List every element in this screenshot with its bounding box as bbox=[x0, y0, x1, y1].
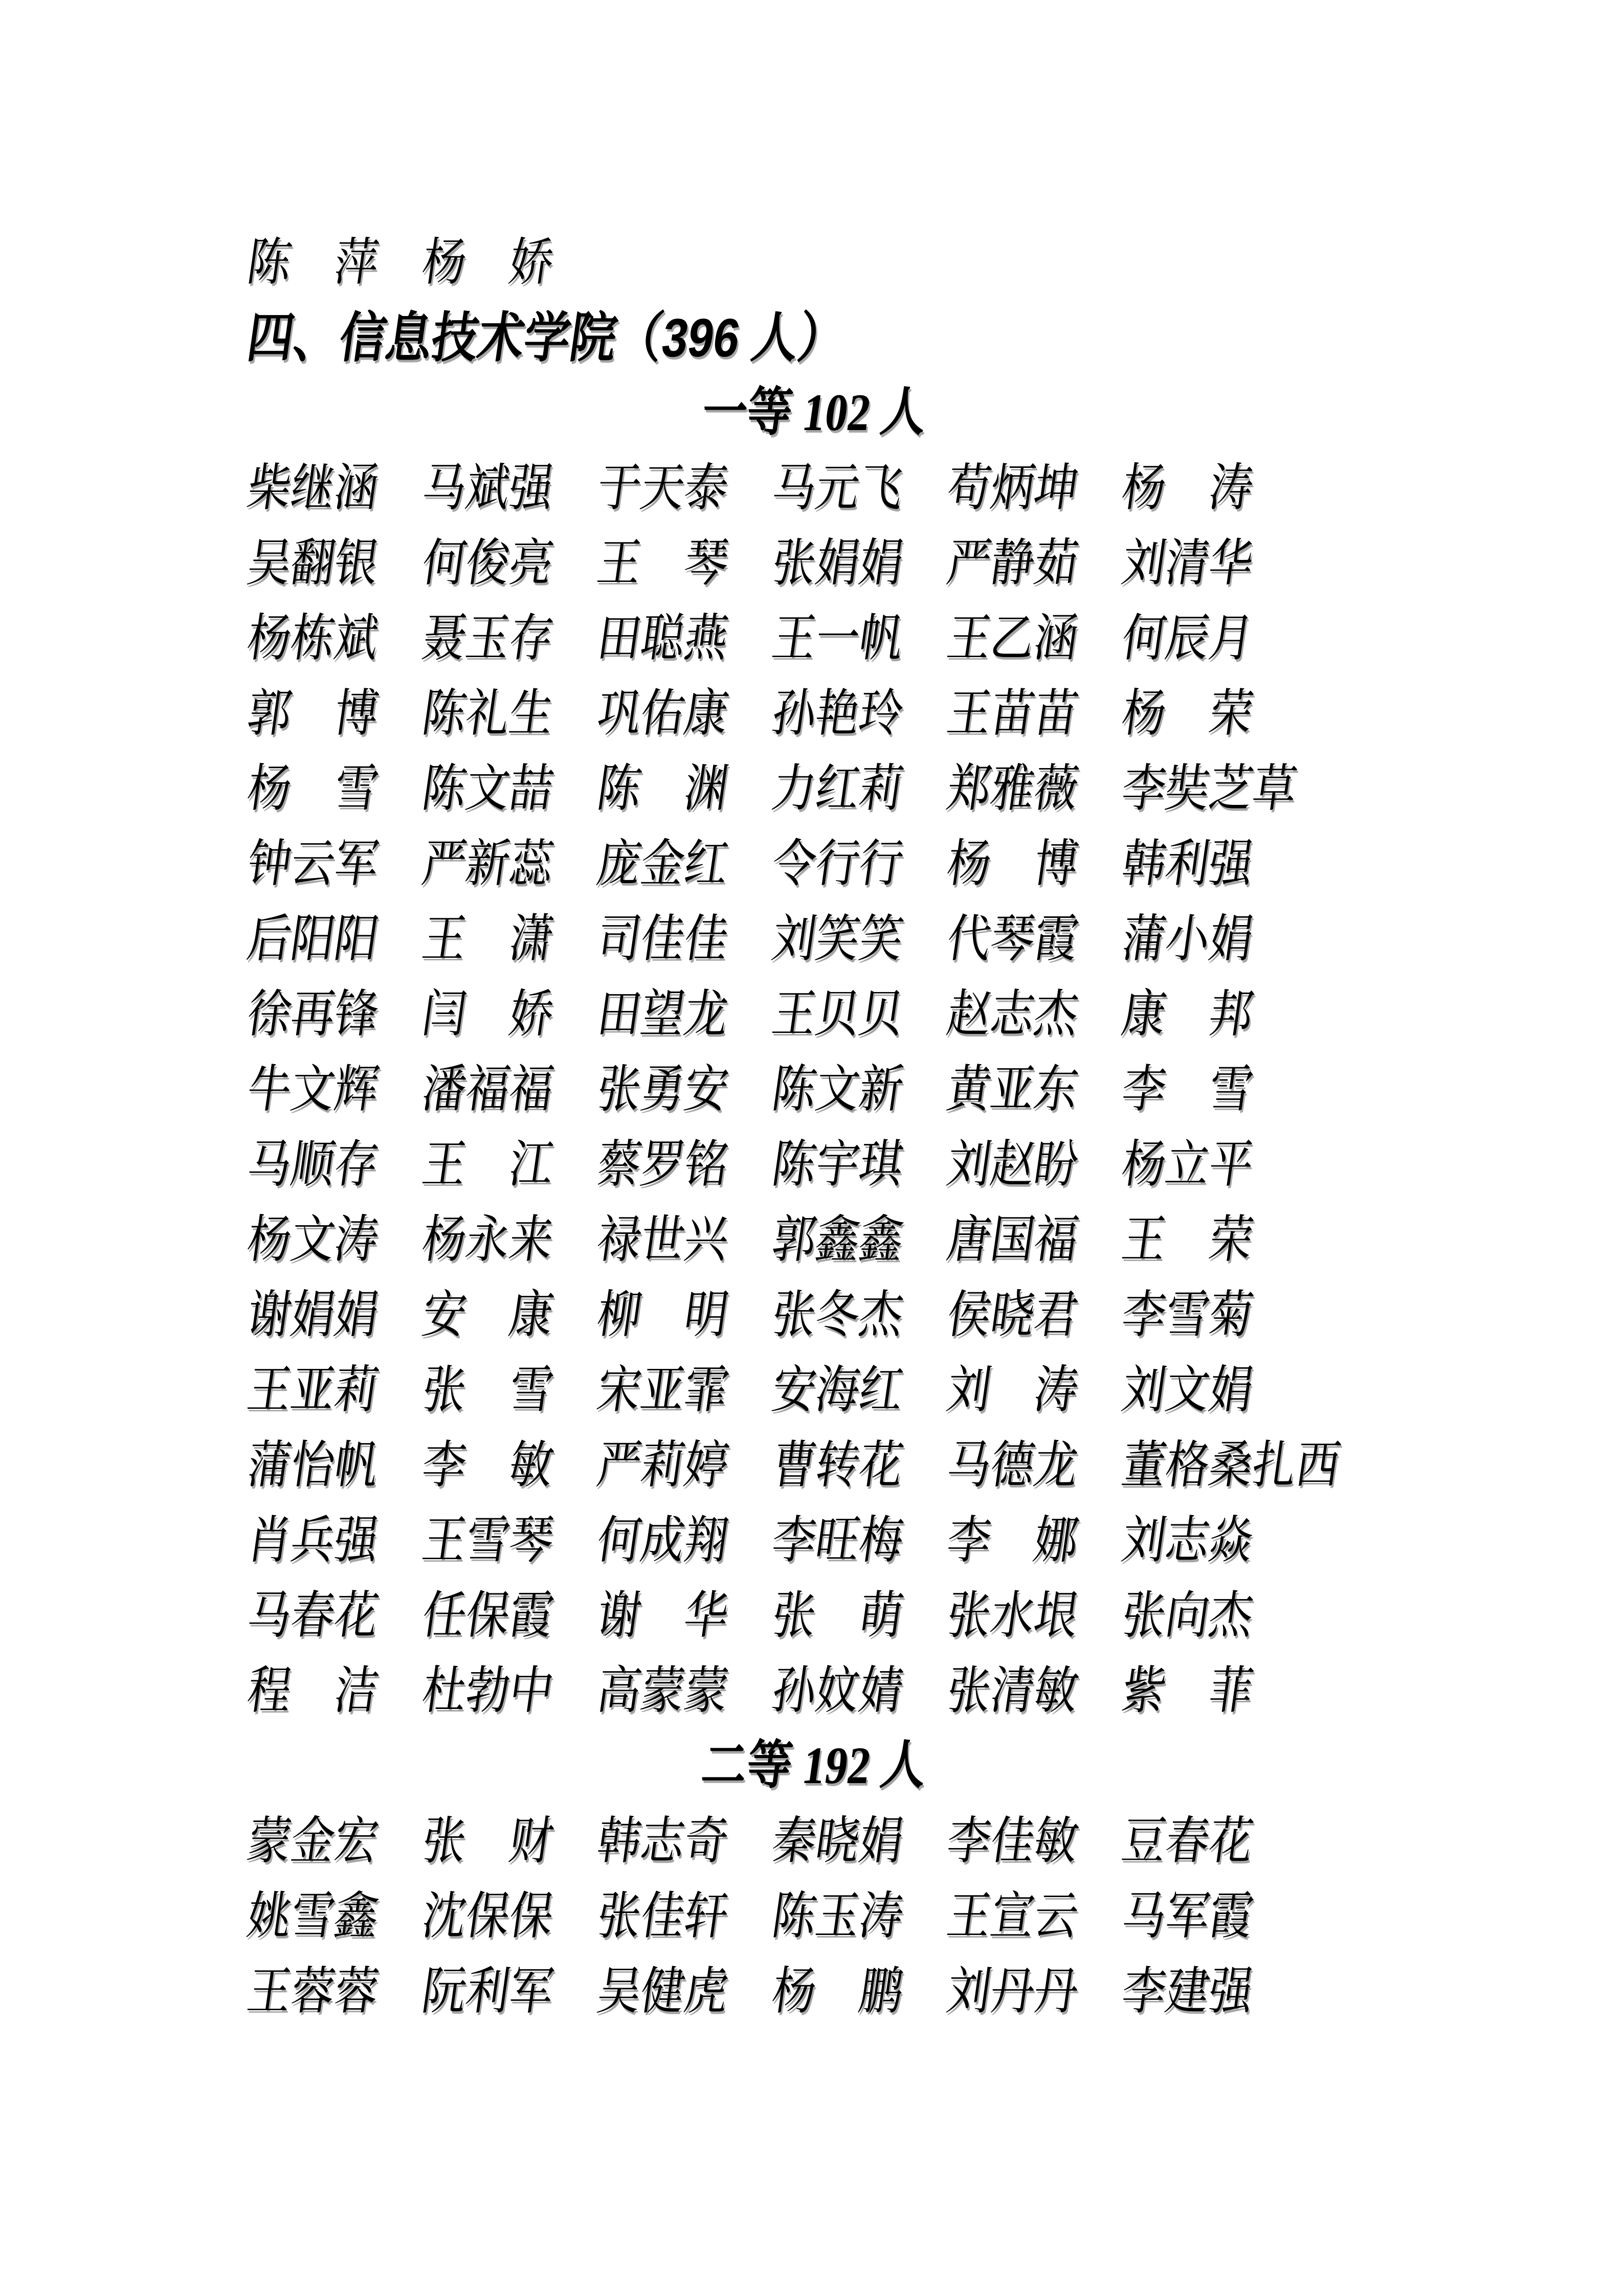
name-cell: 陈礼生 bbox=[418, 685, 558, 742]
name-cell: 王乙涵 bbox=[943, 610, 1082, 667]
name-char: 李 bbox=[1118, 1061, 1170, 1118]
name-cell: 刘赵盼 bbox=[943, 1136, 1082, 1193]
name-cell: 刘笑笑 bbox=[768, 910, 907, 967]
name-row bbox=[243, 1277, 1624, 1353]
name-cell: 陈玉涛 bbox=[768, 1887, 907, 1945]
name-row bbox=[243, 601, 1624, 676]
name-row bbox=[243, 826, 1624, 902]
name-cell bbox=[418, 1286, 558, 1343]
name-cell: 董格桑扎西 bbox=[1118, 1436, 1344, 1494]
name-cell bbox=[943, 835, 1082, 892]
name-cell bbox=[418, 1436, 558, 1494]
name-row bbox=[243, 451, 1624, 526]
name-char: 鹏 bbox=[855, 1963, 907, 2020]
name-char: 安 bbox=[418, 1286, 471, 1343]
name-char: 明 bbox=[680, 1286, 732, 1343]
name-char: 洁 bbox=[330, 1662, 383, 1719]
name-cell: 杨栋斌 bbox=[243, 610, 383, 667]
name-cell: 孙妏婧 bbox=[768, 1662, 907, 1719]
name-cell bbox=[243, 1662, 383, 1719]
name-row bbox=[243, 1353, 1624, 1428]
name-cell: 马斌强 bbox=[418, 459, 558, 516]
name-cell bbox=[1118, 685, 1257, 742]
name-cell: 张勇安 bbox=[593, 1061, 732, 1118]
continuation-row bbox=[243, 225, 1624, 300]
name-char: 娇 bbox=[505, 985, 558, 1043]
name-cell: 宋亚霏 bbox=[593, 1361, 732, 1419]
name-char: 谢 bbox=[593, 1587, 646, 1644]
award-sections bbox=[243, 375, 1624, 2029]
name-char: 雪 bbox=[330, 760, 383, 817]
name-char: 荣 bbox=[1205, 1211, 1257, 1268]
name-cell: 陈宇琪 bbox=[768, 1136, 907, 1193]
name-char: 邦 bbox=[1205, 985, 1257, 1043]
name-cell: 杨立平 bbox=[1118, 1136, 1257, 1193]
college-heading: 四、信息技术学院（396 人） bbox=[243, 307, 849, 368]
name-cell: 沈保保 bbox=[418, 1887, 558, 1945]
name-cell bbox=[593, 1286, 732, 1343]
name-cell: 后阳阳 bbox=[243, 910, 383, 967]
name-char: 财 bbox=[505, 1812, 558, 1870]
name-cell: 秦晓娟 bbox=[768, 1812, 907, 1870]
name-cell: 张向杰 bbox=[1118, 1587, 1257, 1644]
name-cell: 牛文辉 bbox=[243, 1061, 383, 1118]
name-cell: 巩佑康 bbox=[593, 685, 732, 742]
name-row bbox=[243, 1879, 1624, 1954]
name-char: 张 bbox=[418, 1361, 471, 1419]
name-cell: 唐国福 bbox=[943, 1211, 1082, 1268]
name-cell bbox=[593, 1587, 732, 1644]
name-char: 郭 bbox=[243, 685, 296, 742]
name-cell: 蔡罗铭 bbox=[593, 1136, 732, 1193]
name-cell: 潘福福 bbox=[418, 1061, 558, 1118]
name-cell: 陈文新 bbox=[768, 1061, 907, 1118]
name-row bbox=[243, 1202, 1624, 1277]
name-cell bbox=[1118, 1662, 1257, 1719]
name-cell: 蒲怡帆 bbox=[243, 1436, 383, 1494]
name-cell: 张佳轩 bbox=[593, 1887, 732, 1945]
name-cell bbox=[943, 1512, 1082, 1569]
name-cell: 田聪燕 bbox=[593, 610, 732, 667]
name-cell: 陈文喆 bbox=[418, 760, 558, 817]
name-char: 博 bbox=[1030, 835, 1082, 892]
name-char: 康 bbox=[505, 1286, 558, 1343]
name-cell bbox=[418, 1812, 558, 1870]
name-char: 王 bbox=[418, 910, 471, 967]
name-cell: 徐再锋 bbox=[243, 985, 383, 1043]
name-char: 潇 bbox=[505, 910, 558, 967]
name-cell: 何成翔 bbox=[593, 1512, 732, 1569]
name-char: 杨 bbox=[1118, 685, 1170, 742]
name-cell: 蒲小娟 bbox=[1118, 910, 1257, 967]
name-char: 王 bbox=[1118, 1211, 1170, 1268]
name-cell: 严新蕊 bbox=[418, 835, 558, 892]
name-cell: 郭鑫鑫 bbox=[768, 1211, 907, 1268]
name-cell: 孙艳玲 bbox=[768, 685, 907, 742]
name-cell: 王贝贝 bbox=[768, 985, 907, 1043]
name-char: 康 bbox=[1118, 985, 1170, 1043]
name-cell bbox=[943, 1361, 1082, 1419]
name-cell: 张娟娟 bbox=[768, 534, 907, 592]
name-char: 萍 bbox=[330, 234, 383, 291]
name-char: 张 bbox=[418, 1812, 471, 1870]
name-char: 博 bbox=[330, 685, 383, 742]
name-cell bbox=[768, 1963, 907, 2020]
name-cell bbox=[1118, 1061, 1257, 1118]
name-row bbox=[243, 902, 1624, 977]
name-char: 江 bbox=[505, 1136, 558, 1193]
name-char: 雪 bbox=[505, 1361, 558, 1419]
name-cell: 张水垠 bbox=[943, 1587, 1082, 1644]
name-char: 王 bbox=[593, 534, 646, 592]
name-row bbox=[243, 1804, 1624, 1879]
name-cell bbox=[1118, 1211, 1257, 1268]
name-cell: 姚雪鑫 bbox=[243, 1887, 383, 1945]
name-cell: 韩利强 bbox=[1118, 835, 1257, 892]
name-cell bbox=[418, 910, 558, 967]
name-cell: 杜勃中 bbox=[418, 1662, 558, 1719]
name-char: 杨 bbox=[418, 234, 471, 291]
name-cell: 李建强 bbox=[1118, 1963, 1257, 2020]
name-row bbox=[243, 1428, 1624, 1503]
name-cell bbox=[593, 534, 732, 592]
name-char: 杨 bbox=[943, 835, 995, 892]
name-char: 张 bbox=[768, 1587, 820, 1644]
section-title-line bbox=[0, 375, 1624, 451]
name-char: 敏 bbox=[505, 1436, 558, 1494]
name-cell: 李奘芝草 bbox=[1118, 760, 1301, 817]
name-cell: 韩志奇 bbox=[593, 1812, 732, 1870]
name-row bbox=[243, 676, 1624, 751]
name-cell bbox=[243, 685, 383, 742]
name-cell: 肖兵强 bbox=[243, 1512, 383, 1569]
name-cell: 刘丹丹 bbox=[943, 1963, 1082, 2020]
name-cell bbox=[418, 1136, 558, 1193]
name-char: 荣 bbox=[1205, 685, 1257, 742]
name-cell: 李旺梅 bbox=[768, 1512, 907, 1569]
name-cell: 王苗苗 bbox=[943, 685, 1082, 742]
name-cell: 杨永来 bbox=[418, 1211, 558, 1268]
name-char: 王 bbox=[418, 1136, 471, 1193]
name-cell: 刘志焱 bbox=[1118, 1512, 1257, 1569]
name-char: 柳 bbox=[593, 1286, 646, 1343]
name-cell: 王亚莉 bbox=[243, 1361, 383, 1419]
name-cell: 禄世兴 bbox=[593, 1211, 732, 1268]
name-cell bbox=[1118, 985, 1257, 1043]
name-char: 李 bbox=[418, 1436, 471, 1494]
name-cell: 郑雅薇 bbox=[943, 760, 1082, 817]
name-cell bbox=[243, 760, 383, 817]
name-cell: 侯晓君 bbox=[943, 1286, 1082, 1343]
name-row bbox=[243, 1578, 1624, 1653]
name-char: 闫 bbox=[418, 985, 471, 1043]
section-title: 一等 102 人 bbox=[698, 384, 930, 442]
name-cell: 苟炳坤 bbox=[943, 459, 1082, 516]
name-cell: 令行行 bbox=[768, 835, 907, 892]
name-cell bbox=[418, 234, 558, 291]
name-cell: 何辰月 bbox=[1118, 610, 1257, 667]
name-cell: 阮利军 bbox=[418, 1963, 558, 2020]
name-row bbox=[243, 1503, 1624, 1578]
name-cell: 代琴霞 bbox=[943, 910, 1082, 967]
name-char: 杨 bbox=[243, 760, 296, 817]
name-cell: 张清敏 bbox=[943, 1662, 1082, 1719]
name-cell bbox=[418, 985, 558, 1043]
name-char: 李 bbox=[943, 1512, 995, 1569]
name-cell: 豆春花 bbox=[1118, 1812, 1257, 1870]
name-cell: 严莉婷 bbox=[593, 1436, 732, 1494]
name-row bbox=[243, 751, 1624, 826]
name-char: 菲 bbox=[1205, 1662, 1257, 1719]
name-cell: 李雪菊 bbox=[1118, 1286, 1257, 1343]
name-row bbox=[243, 1052, 1624, 1127]
name-char: 渊 bbox=[680, 760, 732, 817]
name-char: 雪 bbox=[1205, 1061, 1257, 1118]
name-char: 紫 bbox=[1118, 1662, 1170, 1719]
name-char: 涛 bbox=[1030, 1361, 1082, 1419]
name-char: 杨 bbox=[1118, 459, 1170, 516]
name-cell: 于天泰 bbox=[593, 459, 732, 516]
section-title: 二等 192 人 bbox=[698, 1737, 930, 1795]
name-cell: 何俊亮 bbox=[418, 534, 558, 592]
name-cell bbox=[1118, 459, 1257, 516]
name-char: 华 bbox=[680, 1587, 732, 1644]
name-row bbox=[243, 526, 1624, 601]
name-cell: 刘文娟 bbox=[1118, 1361, 1257, 1419]
name-cell: 杨文涛 bbox=[243, 1211, 383, 1268]
name-cell: 王宣云 bbox=[943, 1887, 1082, 1945]
name-cell bbox=[418, 1361, 558, 1419]
name-cell: 钟云军 bbox=[243, 835, 383, 892]
name-char: 杨 bbox=[768, 1963, 820, 2020]
name-cell bbox=[243, 234, 383, 291]
name-cell: 李佳敏 bbox=[943, 1812, 1082, 1870]
name-row bbox=[243, 977, 1624, 1052]
name-row bbox=[243, 1653, 1624, 1728]
name-cell: 司佳佳 bbox=[593, 910, 732, 967]
name-cell: 赵志杰 bbox=[943, 985, 1082, 1043]
name-char: 娜 bbox=[1030, 1512, 1082, 1569]
name-cell: 任保霞 bbox=[418, 1587, 558, 1644]
name-cell: 马德龙 bbox=[943, 1436, 1082, 1494]
name-cell: 庞金红 bbox=[593, 835, 732, 892]
name-char: 程 bbox=[243, 1662, 296, 1719]
name-char: 娇 bbox=[505, 234, 558, 291]
name-cell: 王雪琴 bbox=[418, 1512, 558, 1569]
name-cell: 曹转花 bbox=[768, 1436, 907, 1494]
name-cell: 高蒙蒙 bbox=[593, 1662, 732, 1719]
name-cell: 蒙金宏 bbox=[243, 1812, 383, 1870]
name-char: 涛 bbox=[1205, 459, 1257, 516]
name-cell: 谢娟娟 bbox=[243, 1286, 383, 1343]
name-row bbox=[243, 1954, 1624, 2029]
name-cell: 安海红 bbox=[768, 1361, 907, 1419]
name-cell bbox=[768, 1587, 907, 1644]
name-cell: 王一帆 bbox=[768, 610, 907, 667]
name-cell: 力红莉 bbox=[768, 760, 907, 817]
name-char: 琴 bbox=[680, 534, 732, 592]
name-cell bbox=[593, 760, 732, 817]
name-cell: 张冬杰 bbox=[768, 1286, 907, 1343]
name-cell: 田望龙 bbox=[593, 985, 732, 1043]
name-cell: 马军霞 bbox=[1118, 1887, 1257, 1945]
name-cell: 聂玉存 bbox=[418, 610, 558, 667]
name-cell: 马元飞 bbox=[768, 459, 907, 516]
name-cell: 马顺存 bbox=[243, 1136, 383, 1193]
name-cell: 严静茹 bbox=[943, 534, 1082, 592]
college-heading-line bbox=[243, 300, 1624, 375]
name-cell: 刘清华 bbox=[1118, 534, 1257, 592]
name-cell: 柴继涵 bbox=[243, 459, 383, 516]
name-cell: 黄亚东 bbox=[943, 1061, 1082, 1118]
name-cell: 吴翻银 bbox=[243, 534, 383, 592]
name-cell: 吴健虎 bbox=[593, 1963, 732, 2020]
name-char: 陈 bbox=[593, 760, 646, 817]
name-row bbox=[243, 1127, 1624, 1202]
name-cell: 王蓉蓉 bbox=[243, 1963, 383, 2020]
name-char: 陈 bbox=[243, 234, 296, 291]
name-char: 萌 bbox=[855, 1587, 907, 1644]
name-char: 刘 bbox=[943, 1361, 995, 1419]
name-cell: 马春花 bbox=[243, 1587, 383, 1644]
section-title-line bbox=[0, 1728, 1624, 1804]
